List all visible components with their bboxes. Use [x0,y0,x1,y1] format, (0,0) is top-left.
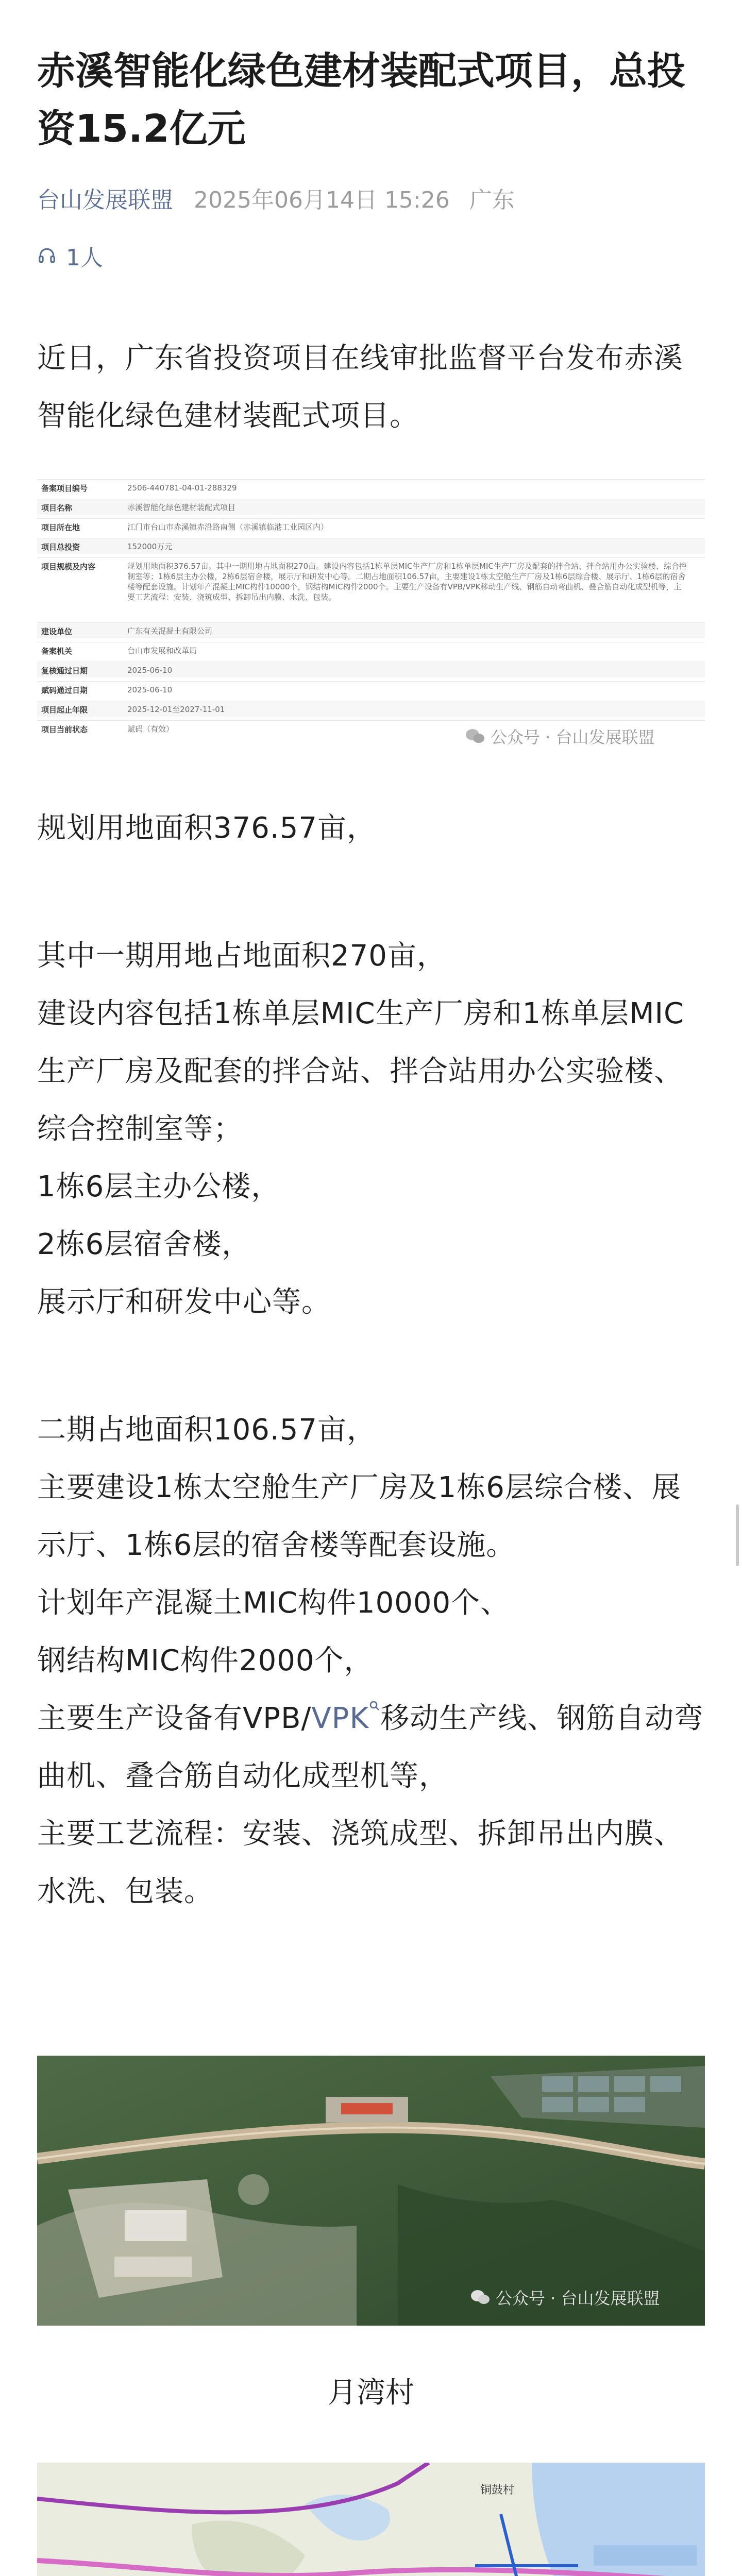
phase2-line-2: 主要建设1栋太空舱生产厂房及1栋6层综合楼、展示厅、1栋6层的宿舍楼等配套设施。 [37,1471,681,1562]
table-cell-value: 赤溪智能化绿色建材装配式项目 [127,503,236,512]
table-cell-value: 江门市台山市赤溪镇赤沿路南侧（赤溪镇临港工业园区内） [127,522,329,532]
table-cell-key: 备案机关 [41,647,73,656]
table-row [37,479,705,495]
satellite-photo[interactable] [37,2056,705,2326]
table-cell-key: 项目规模及内容 [41,562,96,571]
table-cell-key: 项目总投资 [41,543,80,552]
article-meta [37,181,705,214]
table-cell-key: 项目名称 [41,503,73,513]
table-row [37,557,705,619]
listener-count: 1人 [66,245,103,271]
table-cell-value: 2025-06-10 [127,666,173,675]
table-cell-value: 2506-440781-04-01-288329 [127,483,237,493]
image-caption: 月湾村 [328,2376,414,2410]
map-label-village3: 铜鼓村 [480,2484,515,2497]
table-cell-value: 152000万元 [127,542,173,551]
headphone-icon [37,246,57,265]
phase2-line-3: 计划年产混凝土MIC构件10000个、 [37,1586,510,1620]
area-map-image[interactable] [37,2463,705,2576]
table-cell-key: 项目起止年限 [41,705,88,715]
phase2-e-text-2: 移动生产线、钢筋自动弯曲机、叠合筋自动化成型机等， [37,1702,704,1793]
table-watermark-text: 公众号 · 台山发展联盟 [491,727,655,747]
table-row [37,681,705,697]
sat-watermark-text: 公众号 · 台山发展联盟 [496,2289,660,2308]
phase1-line-5: 展示厅和研发中心等。 [37,1285,331,1319]
table-row [37,642,705,658]
table-row [37,662,705,677]
phase2-line-6: 主要工艺流程：安装、浇筑成型、拆卸吊出内膜、水洗、包装。 [37,1817,683,1908]
area-map-graphic [37,2463,705,2576]
account-name-link[interactable]: 台山发展联盟 [37,187,173,213]
phase2-line-1: 二期占地面积106.57亩， [37,1413,376,1447]
vpk-search-link[interactable]: VPK [311,1702,369,1735]
article-title: 赤溪智能化绿色建材装配式项目，总投资15.2亿元 [37,49,685,151]
table-cell-value: 台山市发展和改革局 [127,646,197,655]
search-icon [369,1700,380,1716]
table-cell-key: 备案项目编号 [41,484,88,493]
table-cell-value: 2025-06-10 [127,685,173,694]
table-watermark [465,724,655,748]
publish-location: 广东 [469,187,515,213]
phase2-line-4: 钢结构MIC构件2000个， [37,1644,374,1677]
scrollbar-thumb[interactable] [736,1504,739,1566]
listen-button[interactable] [37,239,103,272]
table-cell-value: 赋码（有效） [127,724,174,734]
wechat-icon [465,727,485,745]
table-row [37,622,705,638]
phase2-line-5 [37,1690,705,1805]
table-row [37,499,705,515]
table-row [37,701,705,717]
phase1-line-4: 2栋6层宿舍楼， [37,1228,251,1261]
table-cell-value: 规划用地面积376.57亩。其中一期用地占地面积270亩。建设内容包括1栋单层MIC生产厂房和1栋单层MIC生产厂房及配套的拌合站、拌合站用办公实验楼、综合控制室等；1栋6层主办公楼，2栋6层宿舍楼，展示厅和研发中心等。二期占地面积106.57亩，主要建设1栋太空舱生产厂房及1栋6层综合楼、展示厅、1栋6层的宿舍楼等配套设施。计划年产混凝土MIC构件10000个，钢结构MIC构件2000个。主要生产设备有VPB/VPK移动生产线、钢筋自动弯曲机、叠合筋自动化成型机等，主要工艺流程：安装、浇筑成型、拆卸吊出内膜、水洗、包装。 [127,562,687,602]
table-cell-key: 建设单位 [41,627,73,636]
sat-watermark [470,2285,660,2309]
table-cell-key: 项目当前状态 [41,725,88,734]
phase1-line-2: 建设内容包括1栋单层MIC生产厂房和1栋单层MIC生产厂房及配套的拌合站、拌合站用办公实验楼、综合控制室等； [37,997,685,1146]
table-cell-key: 赋码通过日期 [41,686,88,695]
phase1-line-3: 1栋6层主办公楼， [37,1170,281,1204]
phase2-e-text-1: 主要生产设备有VPB/ [37,1702,312,1735]
wechat-icon [470,2289,491,2306]
land-total-paragraph: 规划用地面积376.57亩， [37,811,376,845]
table-cell-key: 项目所在地 [41,523,80,532]
phase1-line-1: 其中一期用地占地面积270亩， [37,939,446,973]
table-cell-value: 2025-12-01至2027-11-01 [127,705,225,714]
table-row [37,518,705,534]
table-row [37,538,705,554]
table-cell-key: 复核通过日期 [41,666,88,675]
table-cell-value: 广东有关混凝土有限公司 [127,626,213,636]
intro-paragraph: 近日，广东省投资项目在线审批监督平台发布赤溪智能化绿色建材装配式项目。 [37,342,683,433]
project-record-table-image[interactable] [37,479,705,761]
publish-date: 2025年06月14日 15:26 [194,187,450,213]
